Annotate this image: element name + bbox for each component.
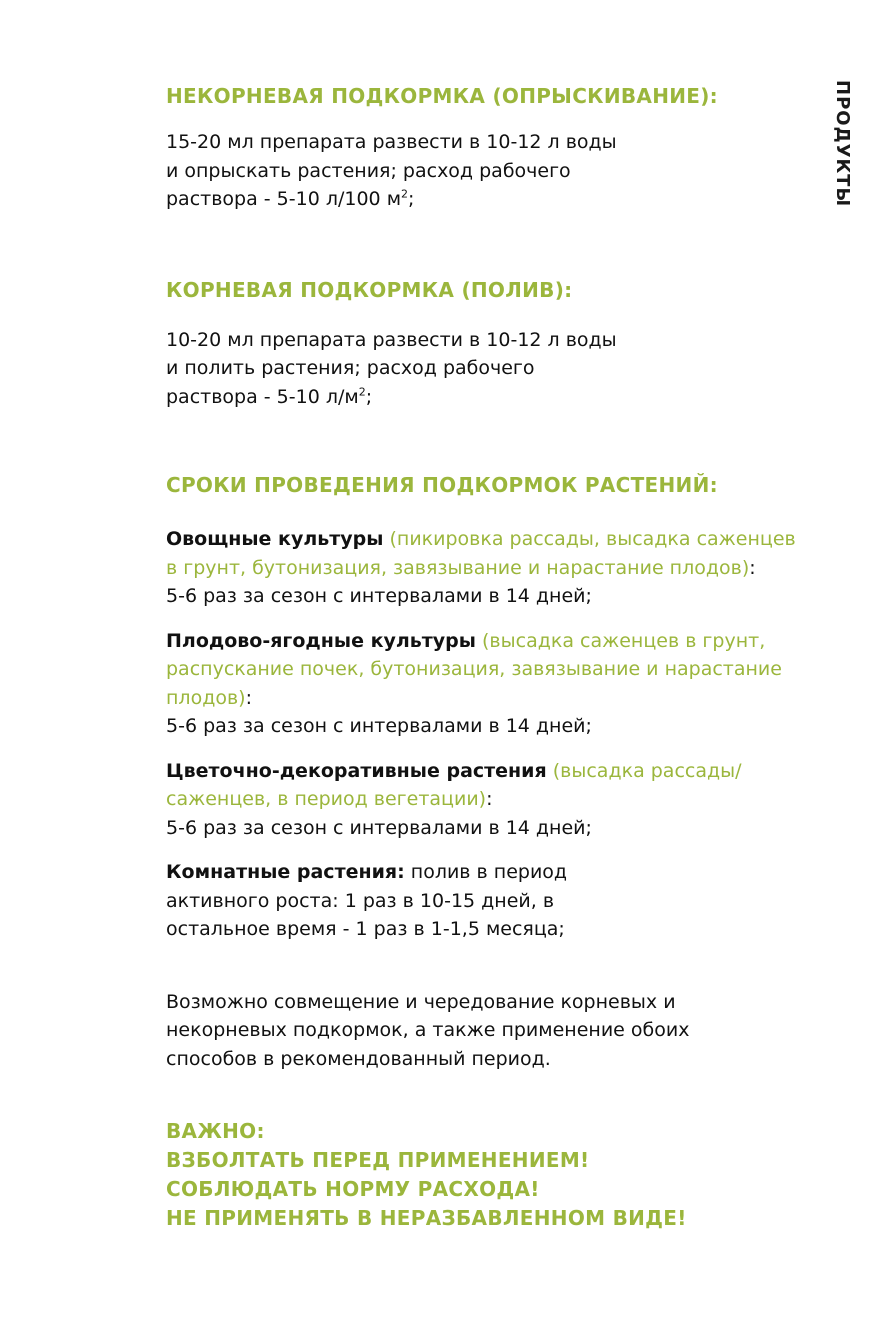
content-column (166, 82, 806, 1233)
foliar-heading: НЕКОРНЕВАЯ ПОДКОРМКА (ОПРЫСКИВАНИЕ): (166, 84, 718, 108)
root-line-1: 10-20 мл препарата развести в 10-12 л воды (166, 328, 617, 351)
crop-name: Цветочно-декоративные растения (166, 759, 547, 782)
root-instructions (166, 326, 806, 412)
root-line-2: и полить растения; расход рабочего (166, 357, 535, 379)
timing-heading: СРОКИ ПРОВЕДЕНИЯ ПОДКОРМОК РАСТЕНИЙ: (166, 473, 718, 497)
crop-name: Плодово-ягодные культуры (166, 629, 476, 652)
warning-title: ВАЖНО: (166, 1119, 265, 1143)
warning-item: ВЗБОЛТАТЬ ПЕРЕД ПРИМЕНЕНИЕМ! (166, 1148, 590, 1172)
root-superscript: 2 (358, 385, 366, 399)
timing-indoor (166, 858, 636, 944)
crop-schedule: 5-6 раз за сезон с интервалами в 14 дней; (166, 715, 592, 737)
warning-item: СОБЛЮДАТЬ НОРМУ РАСХОДА! (166, 1177, 540, 1201)
timing-fruit: Плодово-ягодные культуры (высадка саженцев в грунт, распускание почек, бутонизация, завязывание и нарастание плодов): 5-6 раз за сезон с интервалами в 14 дней; (166, 629, 782, 737)
crop-detail: (высадка саженцев в грунт, распускание почек, бутонизация, завязывание и нарастание плодов) (166, 629, 782, 709)
foliar-superscript: 2 (401, 187, 409, 201)
crop-schedule: полив в период активного роста: 1 раз в 10-15 дней, в остальное время - 1 раз в 1-1,5 месяца; (166, 861, 568, 940)
crop-name: Овощные культуры (166, 528, 384, 550)
foliar-line-1: 15-20 мл препарата развести в 10-12 л воды (166, 131, 617, 153)
combination-note: Возможно совмещение и чередование корневых и некорневых подкормок, а также применение обоих способов в рекомендованный период. (166, 990, 690, 1070)
warnings-block (166, 1117, 806, 1233)
crop-name: Комнатные растения: (166, 861, 405, 883)
crop-schedule: 5-6 раз за сезон с интервалами в 14 дней; (166, 585, 592, 607)
root-line-3: раствора - 5-10 $л/м^2$; (166, 385, 373, 408)
foliar-line-2: и опрыскать растения; расход рабочего (166, 159, 571, 182)
foliar-instructions (166, 128, 806, 214)
timing-flowers: Цветочно-декоративные растения (высадка рассады/саженцев, в период вегетации): 5-6 раз за сезон с интервалами в 14 дней; (166, 759, 742, 839)
timing-vegetables: Овощные культуры (пикировка рассады, высадка саженцев в грунт, бутонизация, завязывание и нарастание плодов): 5-6 раз за сезон с интервалами в 14 дней; (166, 528, 796, 607)
crop-detail: (пикировка рассады, высадка саженцев в грунт, бутонизация, завязывание и нарастание плодов) (166, 528, 796, 579)
root-heading: КОРНЕВАЯ ПОДКОРМКА (ПОЛИВ): (166, 277, 573, 302)
section-side-label: ПРОДУКТЫ (832, 80, 853, 208)
warning-item: НЕ ПРИМЕНЯТЬ В НЕРАЗБАВЛЕННОМ ВИДЕ! (166, 1206, 687, 1230)
foliar-line-3: раствора - 5-10 л/100 $м^2$; (166, 187, 415, 210)
crop-schedule: 5-6 раз за сезон с интервалами в 14 дней; (166, 816, 592, 839)
crop-detail: (высадка рассады/саженцев, в период вегетации) (166, 759, 742, 810)
